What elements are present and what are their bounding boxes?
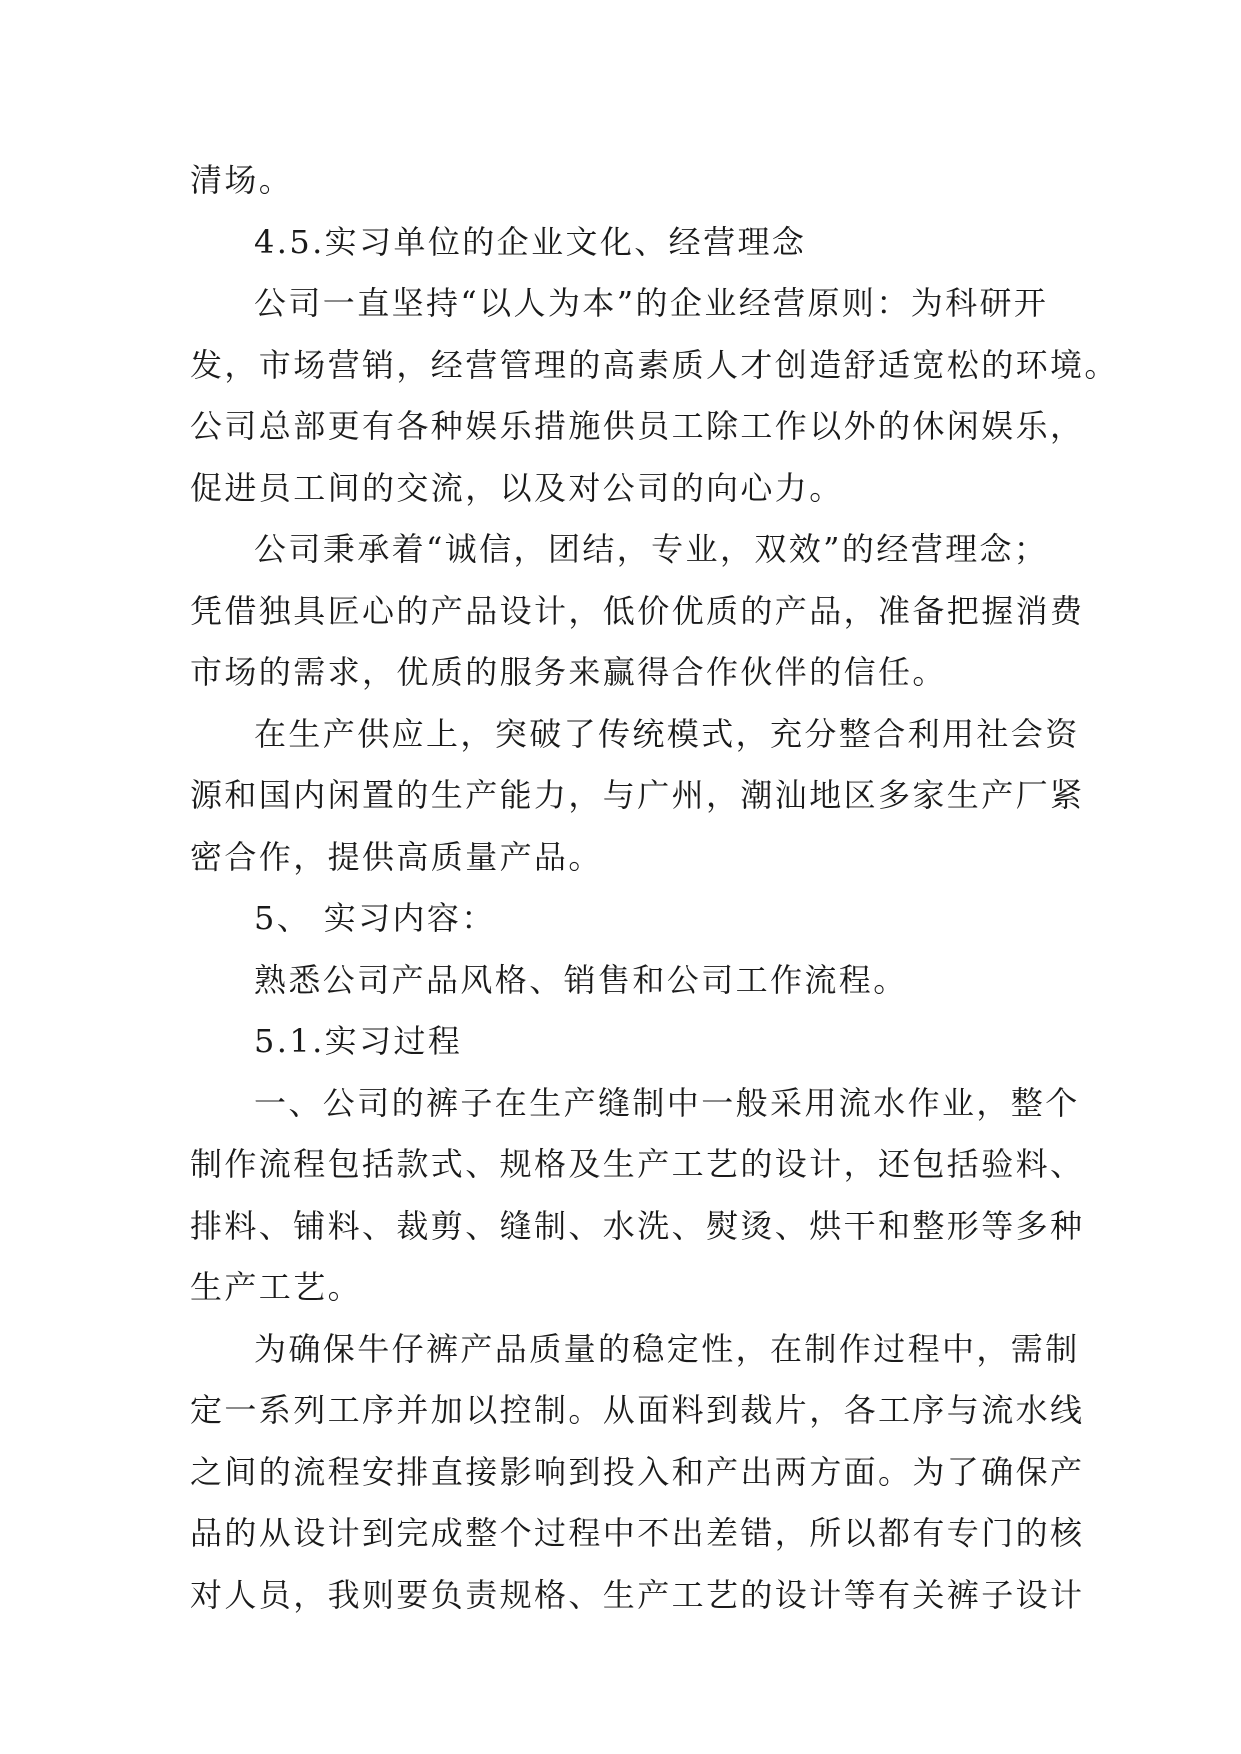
section-heading-5: 5、 实习内容： — [254, 899, 496, 937]
text-line: 源和国内闲置的生产能力，与广州，潮汕地区多家生产厂紧 — [190, 776, 1085, 814]
text-line: 对人员，我则要负责规格、生产工艺的设计等有关裤子设计 — [190, 1575, 1085, 1614]
text-line: 市场的需求，优质的服务来赢得合作伙伴的信任。 — [190, 653, 947, 691]
text-line: 定一系列工序并加以控制。从面料到裁片，各工序与流水线 — [190, 1391, 1085, 1429]
section-heading-4-5: 4.5.实习单位的企业文化、经营理念 — [254, 222, 807, 261]
text-line: 一、公司的裤子在生产缝制中一般采用流水作业，整个 — [254, 1083, 1080, 1122]
text-line: 密合作，提供高质量产品。 — [190, 837, 603, 876]
text-line: 在生产供应上，突破了传统模式，充分整合利用社会资 — [254, 714, 1080, 753]
text-line: 制作流程包括款式、规格及生产工艺的设计，还包括验料、 — [190, 1145, 1085, 1183]
text-line: 为确保牛仔裤产品质量的稳定性，在制作过程中，需制 — [254, 1329, 1080, 1368]
text-line: 公司一直坚持“以人为本”的企业经营原则：为科研开 — [254, 284, 1049, 322]
text-line: 促进员工间的交流，以及对公司的向心力。 — [190, 468, 844, 507]
text-line: 熟悉公司产品风格、销售和公司工作流程。 — [254, 960, 908, 999]
text-line: 清场。 — [190, 161, 294, 199]
text-line: 发，市场营销，经营管理的高素质人才创造舒适宽松的环境。 — [190, 345, 1119, 384]
text-line: 之间的流程安排直接影响到投入和产出两方面。为了确保产 — [190, 1452, 1085, 1491]
body-text — [190, 150, 1119, 1626]
section-heading-5-1: 5.1.实习过程 — [254, 1022, 463, 1060]
text-line: 品的从设计到完成整个过程中不出差错，所以都有专门的核 — [190, 1514, 1085, 1552]
text-line: 公司总部更有各种娱乐措施供员工除工作以外的休闲娱乐， — [190, 407, 1085, 445]
text-line: 生产工艺。 — [190, 1268, 363, 1306]
text-line: 公司秉承着“诚信，团结，专业，双效”的经营理念； — [254, 530, 1049, 568]
text-line: 凭借独具匠心的产品设计，低价优质的产品，准备把握消费 — [190, 591, 1085, 630]
text-line: 排料、铺料、裁剪、缝制、水洗、熨烫、烘干和整形等多种 — [190, 1206, 1085, 1245]
